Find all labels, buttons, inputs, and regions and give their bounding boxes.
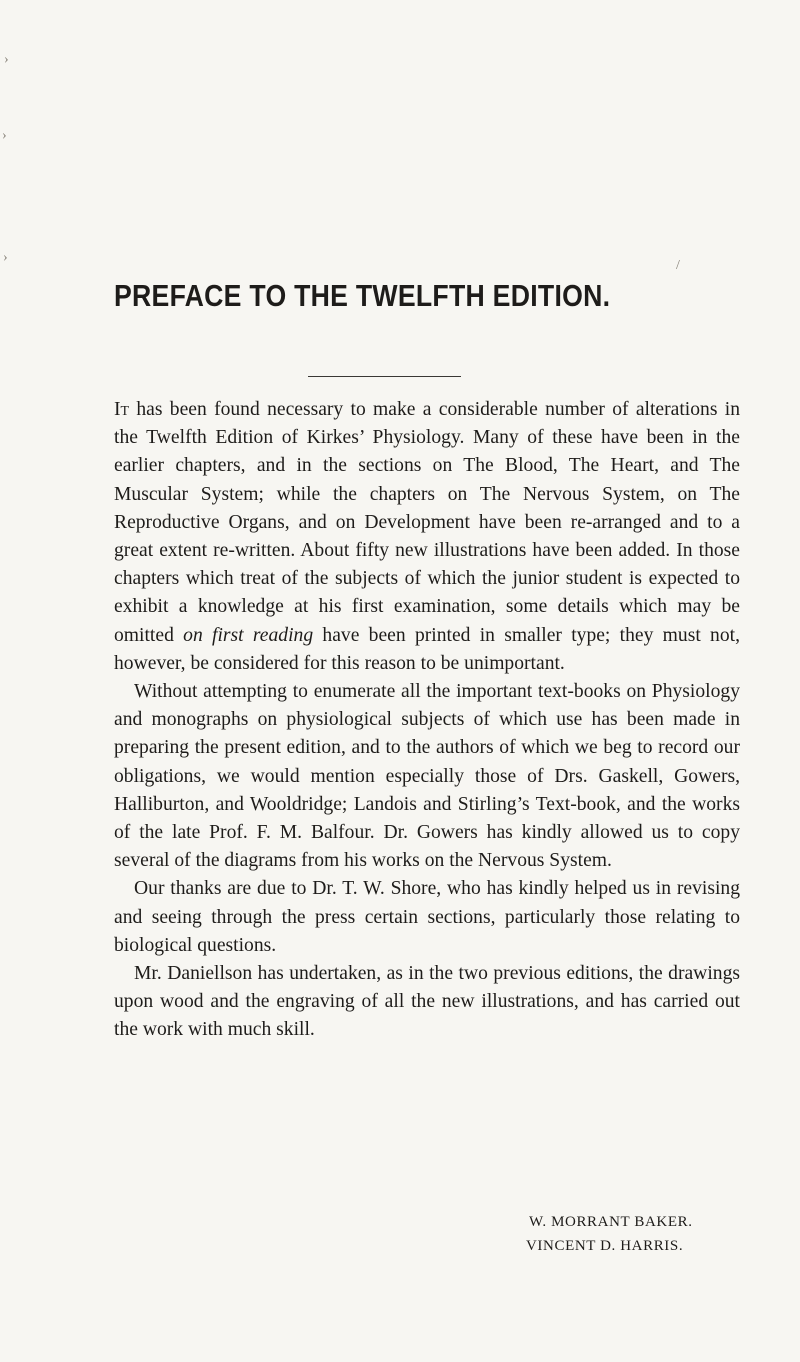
margin-mark: / [676, 258, 680, 273]
margin-mark: › [2, 128, 7, 143]
margin-mark: › [4, 52, 9, 67]
paragraph-1-text-after: have been printed in smaller type; they must not, however, be considered for this reason to be unimportant. [114, 624, 740, 674]
preface-body [114, 396, 740, 1045]
paragraph-opening-word: It [114, 399, 130, 420]
paragraph-2: Without attempting to enumerate all the important text-books on Physiology and monographs on physiological subjects of which use has been made in preparing the present edition, and to the authors of which we beg to record our obligations, we would mention especially those of Drs. Gaskell, Gowers, Halliburton, and Wooldridge; Landois and Stirling’s Text-book, and the works of the late Prof. F. M. Balfour. Dr. Gowers has kindly allowed us to copy several of the diagrams from his works on the Nervous System. [114, 681, 740, 872]
paragraph-3: Our thanks are due to Dr. T. W. Shore, who has kindly helped us in revising and seeing through the press certain sections, particularly those relating to biological questions. [114, 878, 740, 956]
paragraph-1-text: has been found necessary to make a considerable number of alterations in the Twelfth Edition of Kirkes’ Physiology. Many of these have been in the earlier chapters, and in the sections on The Blood, The Heart, and The Muscular System; while the chapters on The Nervous System, on The Reproductive Organs, and on Development have been re-arranged and to a great extent re-written. About fifty new illustrations have been added. In those chapters which treat of the subjects of which the junior student is expected to exhibit a knowledge at his first examination, some details which may be omitted [114, 399, 740, 646]
title-rule [308, 376, 461, 377]
paragraph-4: Mr. Daniellson has undertaken, as in the two previous editions, the drawings upon wood and the engraving of all the new illustrations, and has carried out the work with much skill. [114, 963, 740, 1041]
margin-mark: › [3, 250, 8, 265]
signature-harris: VINCENT D. HARRIS. [526, 1238, 684, 1254]
signature-baker: W. MORRANT BAKER. [529, 1214, 693, 1230]
paragraph-1 [114, 396, 740, 678]
preface-title: PREFACE TO THE TWELFTH EDITION. [114, 278, 611, 313]
paragraph-1-emphasis: on first reading [183, 624, 314, 646]
signature-block [526, 1210, 766, 1258]
